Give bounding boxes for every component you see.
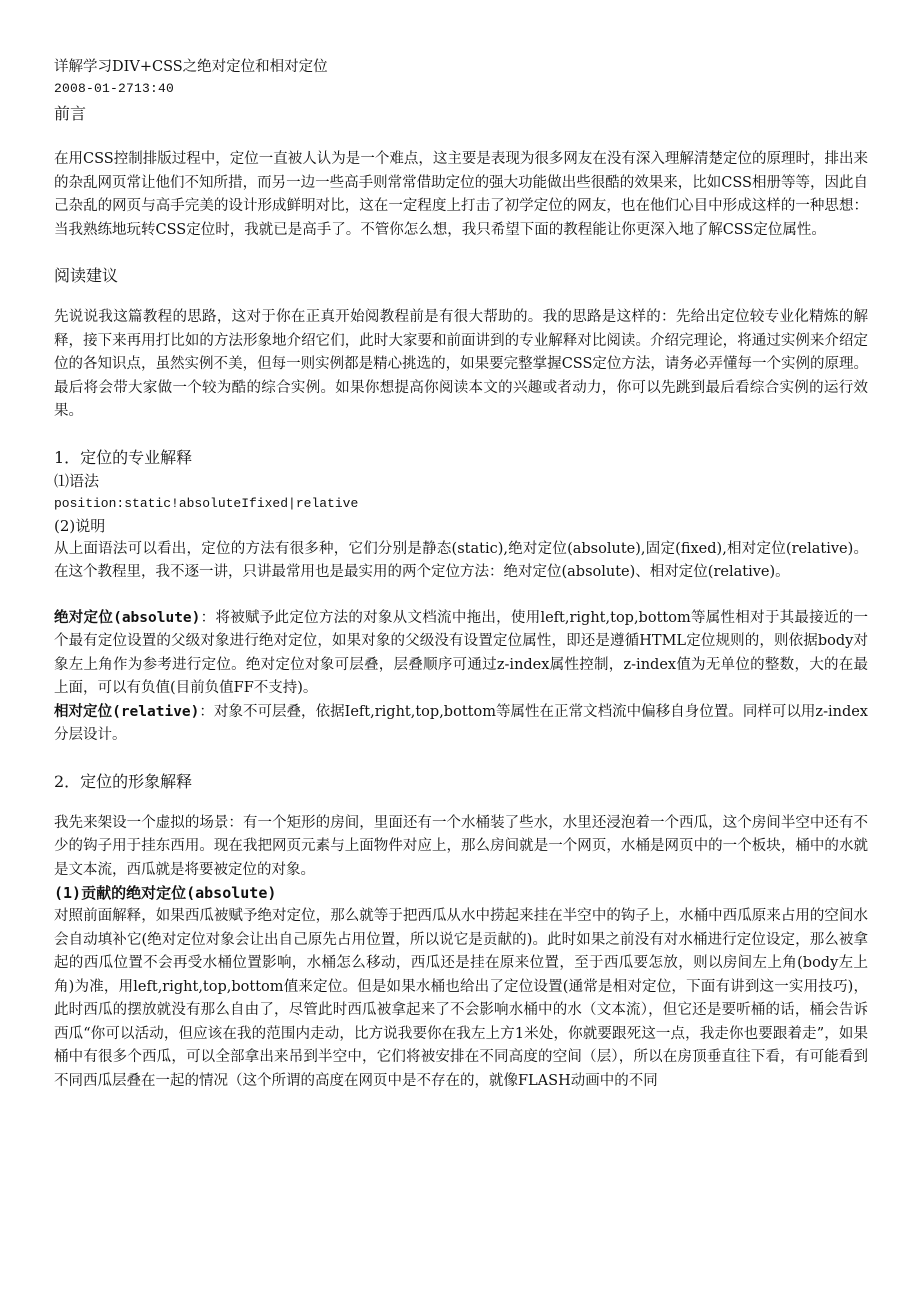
relative-lead: 相对定位(relative) <box>54 703 200 720</box>
relative-text: ：对象不可层叠，依据Ieft,right,top,bottom等属性在正常文档流中偏移自身位置。同样可以用z-index分层设计。 <box>54 703 868 743</box>
syntax-subheading: ⑴语法 <box>54 471 100 490</box>
section2-heading: 2．定位的形象解释 <box>54 771 193 791</box>
publish-date: 2008-01-2713:40 <box>54 81 175 96</box>
absolute-subheading: (1)贡献的绝对定位(absolute) <box>54 884 277 902</box>
absolute-scene-paragraph: 对照前面解释，如果西瓜被赋予绝对定位，那么就等于把西瓜从水中捞起来挂在半空中的钩子上，水桶中西瓜原来占用的空间水会自动填补它(绝对定位对象会让出自己原先占用位置，所以说它是贡献的)。此时如果之前没有对水桶进行定位设定，那么被拿起的西瓜位置不会再受水桶位置影响，水桶怎么移动，西瓜还是挂在原来位置，至于西瓜要怎放，则以房间左上角(body左上角)为准，用left,right,top,bottom值来定位。但是如果水桶也给出了定位设置(通常是相对定位，下面有讲到这一实用技巧)，此时西瓜的摆放就没有那么自由了，尽管此时西瓜被拿起来了不会影响水桶中的水（文本流），但它还是要听桶的话，桶会告诉西瓜“你可以活动，但应该在我的范围内走动，比方说我要你在我左上方1米处，你就要跟死这一点，我走你也要跟着走”，如果桶中有很多个西瓜，可以全部拿出来吊到半空中，它们将被安排在不同高度的空间（层），所以在房顶垂直往下看，有可能看到不同西瓜层叠在一起的情况（这个所谓的高度在网页中是不存在的，就像FLASH动画中的不同 <box>54 908 868 1089</box>
document-title: 详解学习DIV+CSS之绝对定位和相对定位 <box>54 59 328 75</box>
reading-paragraph: 先说说我这篇教程的思路，这对于你在正真开始阅教程前是有很大帮助的。我的思路是这样的：先给出定位较专业化精炼的解释，接下来再用打比如的方法形象地介绍它们，此时大家要和前面讲到的专业解释对比阅读。介绍完理论，将通过实例来介绍定位的各知识点，虽然实例不美，但每一则实例都是精心挑选的，如果要完整掌握CSS定位方法，请务必弄懂每一个实例的原理。最后将会带大家做一个较为酷的综合实例。如果你想提高你阅读本文的兴趣或者动力，你可以先跳到最后看综合实例的运行效果。 <box>54 309 868 419</box>
scene-paragraph: 我先来架设一个虚拟的场景：有一个矩形的房间，里面还有一个水桶装了些水，水里还浸泡着一个西瓜，这个房间半空中还有不少的钩子用于挂东西用。现在我把网页元素与上面物件对应上，那么房间就是一个网页，水桶是网页中的一个板块，桶中的水就是文本流，西瓜就是将要被定位的对象。 <box>54 814 868 878</box>
reading-heading: 阅读建议 <box>54 266 119 285</box>
syntax-code: position:static!absoluteIfixed|relative <box>54 495 359 511</box>
section1-heading: 1．定位的专业解释 <box>54 447 193 467</box>
document-page <box>54 56 868 1093</box>
absolute-paragraph <box>54 607 868 701</box>
explain-paragraph: 从上面语法可以看出，定位的方法有很多种，它们分别是静态(static),绝对定位(absolute),固定(fixed),相对定位(relative)。在这个教程里，我不逐一讲，只讲最常用也是最实用的两个定位方法：绝对定位(absolute)、相对定位(relative)。 <box>54 540 868 580</box>
preface-paragraph: 在用CSS控制排版过程中，定位一直被人认为是一个难点，这主要是表现为很多网友在没有深入理解清楚定位的原理时，排出来的杂乱网页常让他们不知所措，而另一边一些高手则常常借助定位的强大功能做出些很酷的效果来，比如CSS相册等等，因此自己杂乱的网页与高手完美的设计形成鲜明对比，这在一定程度上打击了初学定位的网友，也在他们心目中形成这样的一种思想：当我熟练地玩转CSS定位时，我就已是高手了。不管你怎么想，我只希望下面的教程能让你更深入地了解CSS定位属性。 <box>54 151 868 238</box>
preface-heading: 前言 <box>54 104 87 123</box>
absolute-lead: 绝对定位(absolute) <box>54 609 201 626</box>
relative-paragraph <box>54 701 868 748</box>
explain-subheading: (2)说明 <box>54 516 106 535</box>
absolute-text: ：将被赋予此定位方法的对象从文档流中拖出，使用left,right,top,bottom等属性相对于其最接近的一个最有定位设置的父级对象进行绝对定位，如果对象的父级没有设置定位属性，即还是遵循HTML定位规则的，则依据body对象左上角作为参考进行定位。绝对定位对象可层叠，层叠顺序可通过z-index属性控制，z-index值为无单位的整数，大的在最上面，可以有负值(目前负值FF不支持)。 <box>54 609 868 696</box>
